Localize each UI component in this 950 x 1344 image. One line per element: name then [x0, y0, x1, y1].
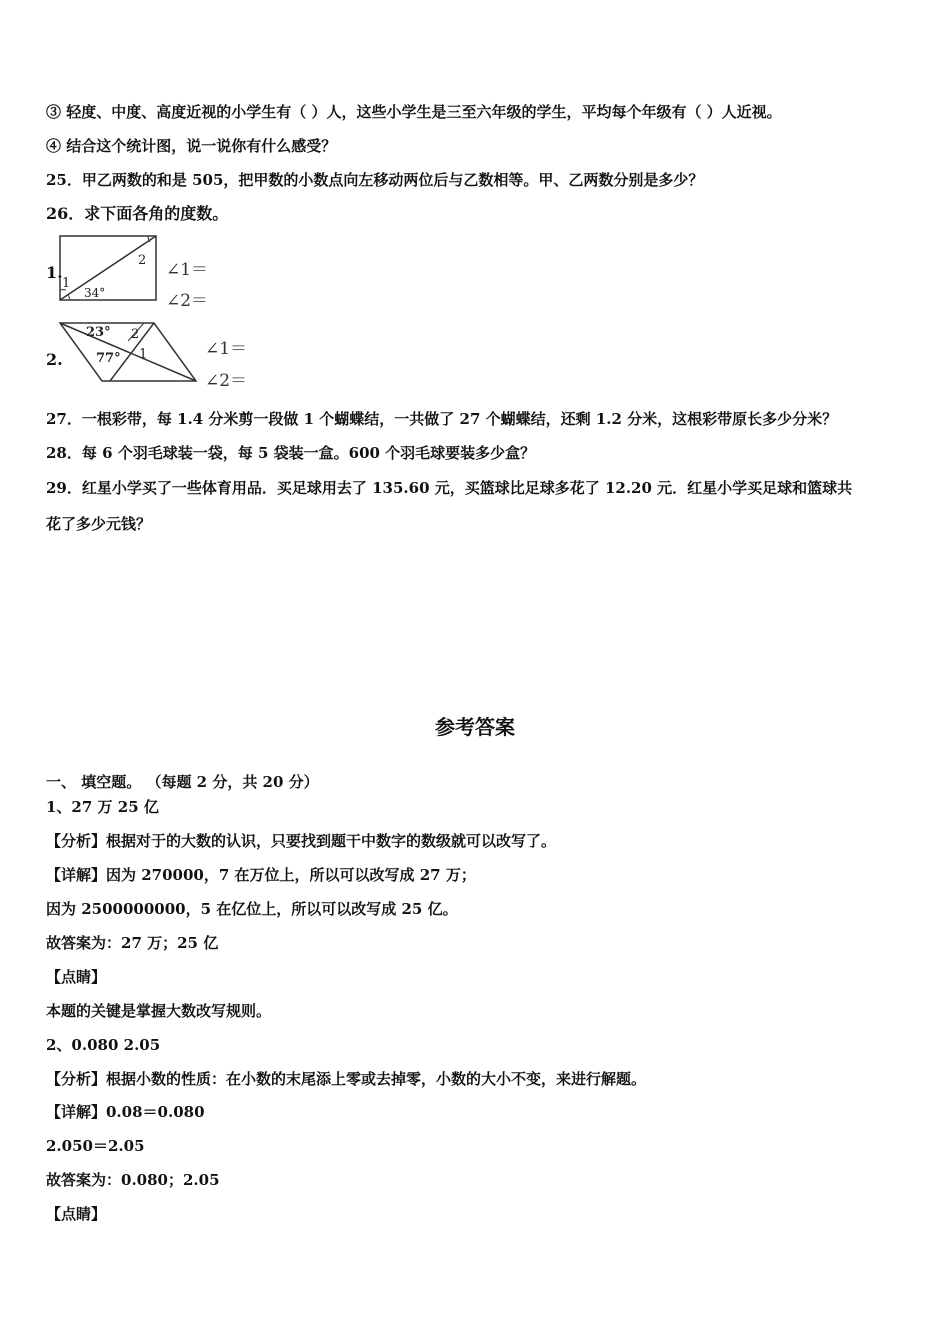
answer-1-answer: 故答案为：27 万；25 亿: [46, 934, 219, 952]
question-29-line-1: 29．红星小学买了一些体育用品．买足球用去了 135.60 元，买篮球比足球多花了 12.20 元．红星小学买足球和篮球共: [46, 479, 853, 497]
figure-1-angle-1: ∠1＝: [166, 260, 209, 280]
answer-2-detail-1: 【详解】0.08＝0.080: [46, 1103, 205, 1121]
answer-1-detail-2: 因为 2500000000，5 在亿位上，所以可以改写成 25 亿。: [46, 900, 458, 918]
answer-1-head: 1、27 万 25 亿: [46, 798, 159, 816]
parallelogram-figure: [58, 319, 200, 385]
answer-1-detail-1: 【详解】因为 270000，7 在万位上，所以可以改写成 27 万；: [46, 866, 476, 884]
question-24-part-3: ③ 轻度、中度、高度近视的小学生有（ ）人，这些小学生是三至六年级的学生，平均每个年级有（ ）人近视。: [46, 103, 782, 121]
answer-2-detail-2: 2.050＝2.05: [46, 1137, 145, 1155]
question-28: 28．每 6 个羽毛球装一袋，每 5 袋装一盒。600 个羽毛球要装多少盒？: [46, 444, 536, 462]
rectangle-figure: [58, 234, 162, 304]
figure-2-mark-1: 1: [139, 347, 148, 362]
question-24-part-4: ④ 结合这个统计图，说一说你有什么感受？: [46, 137, 337, 155]
figure-2-angle-2: ∠2＝: [205, 371, 248, 391]
answer-2-answer: 故答案为：0.080；2.05: [46, 1171, 220, 1189]
answer-1-analysis: 【分析】根据对于的大数的认识，只要找到题干中数字的数级就可以改写了。: [46, 832, 557, 850]
question-29-line-2: 花了多少元钱？: [46, 515, 152, 533]
answer-2-comment-head: 【点睛】: [46, 1205, 107, 1223]
answer-2-analysis: 【分析】根据小数的性质：在小数的末尾添上零或去掉零，小数的大小不变，来进行解题。: [46, 1070, 647, 1088]
question-25: 25．甲乙两数的和是 505，把甲数的小数点向左移动两位后与乙数相等。甲、乙两数分别是多少？: [46, 171, 704, 189]
figure-1-mark-1: 1: [62, 276, 71, 291]
figure-1-angle-2: ∠2＝: [166, 291, 209, 311]
figure-1-mark-2: 2: [138, 253, 147, 268]
figure-2-mark-2: 2: [131, 327, 140, 342]
figure-2-given-77: 77°: [96, 351, 121, 366]
question-26: 26．求下面各角的度数。: [46, 204, 229, 223]
section-1-heading: 一、 填空题。 （每题 2 分，共 20 分）: [46, 773, 319, 791]
figure-1-label: 1.: [46, 263, 63, 282]
figure-2-label: 2.: [46, 350, 63, 369]
answers-title: 参考答案: [435, 715, 515, 739]
question-27: 27．一根彩带，每 1.4 分米剪一段做 1 个蝴蝶结，一共做了 27 个蝴蝶结，还剩 1.2 分米，这根彩带原长多少分米？: [46, 410, 838, 428]
answer-1-comment-head: 【点睛】: [46, 968, 107, 986]
figure-2-given-23: 23°: [86, 325, 111, 340]
figure-1-given-angle: 34°: [84, 286, 106, 300]
answer-1-comment: 本题的关键是掌握大数改写规则。: [46, 1002, 272, 1020]
figure-2-angle-1: ∠1＝: [205, 339, 248, 359]
answer-2-head: 2、0.080 2.05: [46, 1036, 161, 1054]
